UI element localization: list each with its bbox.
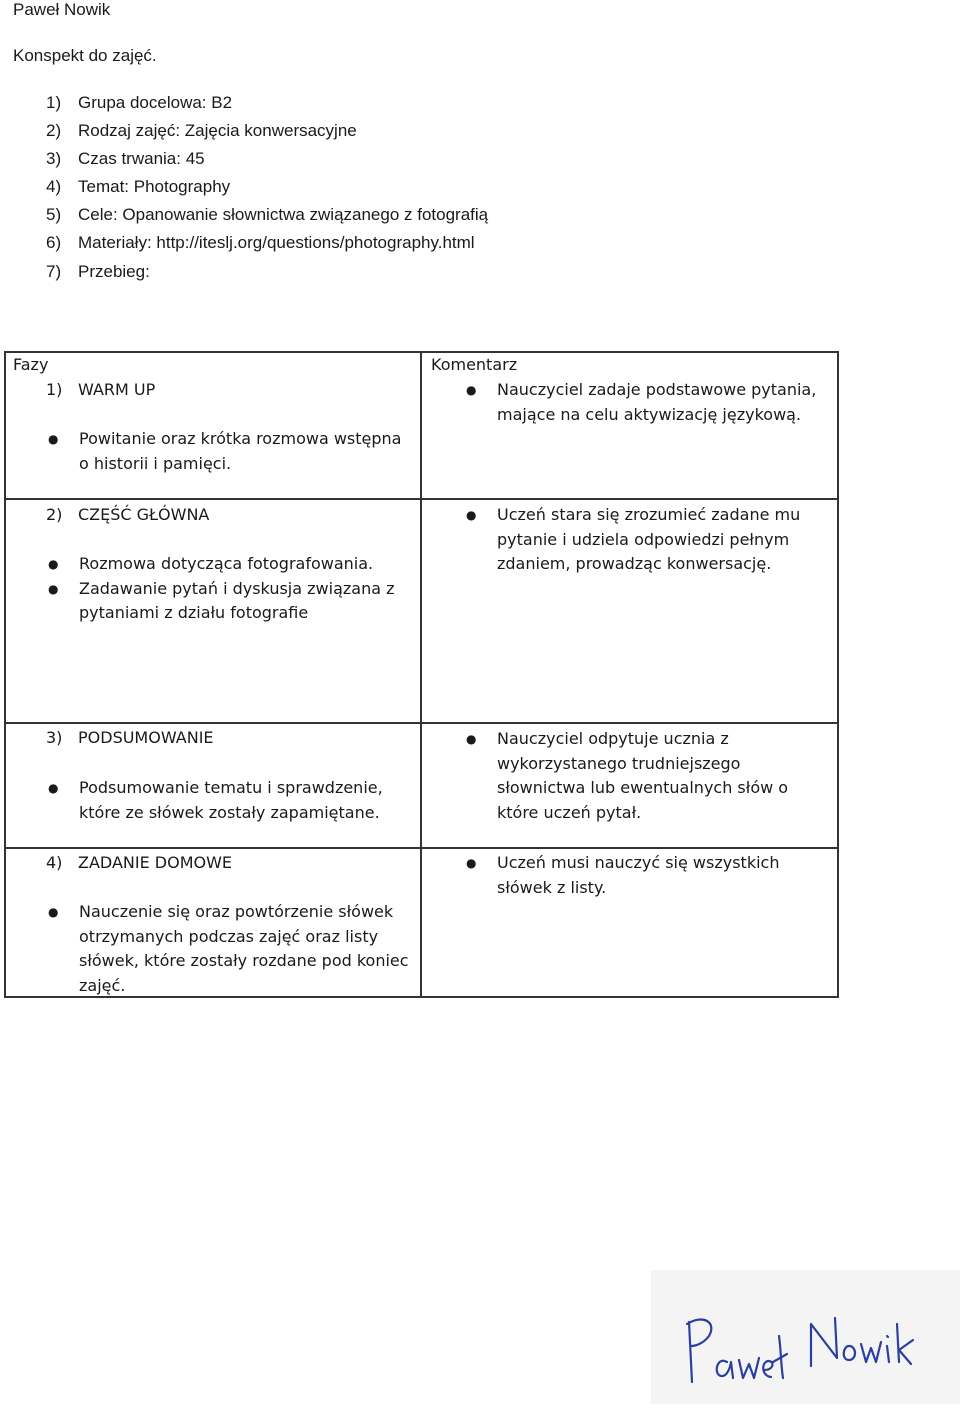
phase-description <box>79 776 414 825</box>
table-border <box>837 351 839 998</box>
phase-comment <box>497 378 832 427</box>
author-name: Paweł Nowik <box>13 0 111 19</box>
list-item: ● Nauczenie się oraz powtórzenie słówek otrzymanych podczas zajęć oraz listy słówek, które zostały rozdane pod koniec zajęć. <box>79 900 414 998</box>
list-item: ● Uczeń stara się zrozumieć zadane mu pytanie i udziela odpowiedzi pełnym zdaniem, prowadząc konwersację. <box>497 503 832 577</box>
phase-comment <box>497 503 832 577</box>
list-item: 1) Grupa docelowa: B2 <box>46 93 233 112</box>
table-header-phases: Fazy <box>13 355 49 374</box>
phase-title: 4) ZADANIE DOMOWE <box>46 853 233 872</box>
list-item: ● Powitanie oraz krótka rozmowa wstępna o historii i pamięci. <box>79 427 414 476</box>
table-header-comment: Komentarz <box>431 355 518 374</box>
handwritten-signature <box>651 1270 960 1404</box>
list-item: 4) Temat: Photography <box>46 177 231 196</box>
list-item: ● Nauczyciel zadaje podstawowe pytania, mające na celu aktywizację językową. <box>497 378 832 427</box>
list-item: ● Uczeń musi nauczyć się wszystkich słówek z listy. <box>497 851 817 900</box>
list-item: ● Podsumowanie tematu i sprawdzenie, które ze słówek zostały zapamiętane. <box>79 776 414 825</box>
phase-title: 3) PODSUMOWANIE <box>46 728 214 747</box>
list-item: ● Zadawanie pytań i dyskusja związana z pytaniami z działu fotografie <box>79 577 414 626</box>
phase-comment <box>497 851 817 900</box>
phase-description <box>79 427 414 476</box>
list-item: 5) Cele: Opanowanie słownictwa związanego z fotografią <box>46 205 489 224</box>
phase-description <box>79 552 414 626</box>
table-border <box>4 351 6 998</box>
list-item: 7) Przebieg: <box>46 262 150 281</box>
phase-description <box>79 900 414 998</box>
list-item: 3) Czas trwania: 45 <box>46 149 205 168</box>
phase-title: 1) WARM UP <box>46 380 156 399</box>
list-item: 2) Rodzaj zajęć: Zajęcia konwersacyjne <box>46 121 357 140</box>
table-border <box>420 351 422 998</box>
list-item: ● Nauczyciel odpytuje ucznia z wykorzystanego trudniejszego słownictwa lub ewentualnych słów o które uczeń pytał. <box>497 727 817 825</box>
document-subtitle: Konspekt do zajęć. <box>13 46 157 65</box>
list-item: 6) Materiały: http://iteslj.org/questions/photography.html <box>46 233 475 252</box>
phase-comment <box>497 727 817 825</box>
list-item: ● Rozmowa dotycząca fotografowania. <box>79 552 414 577</box>
phase-title: 2) CZĘŚĆ GŁÓWNA <box>46 505 210 524</box>
signature-image <box>651 1270 960 1404</box>
